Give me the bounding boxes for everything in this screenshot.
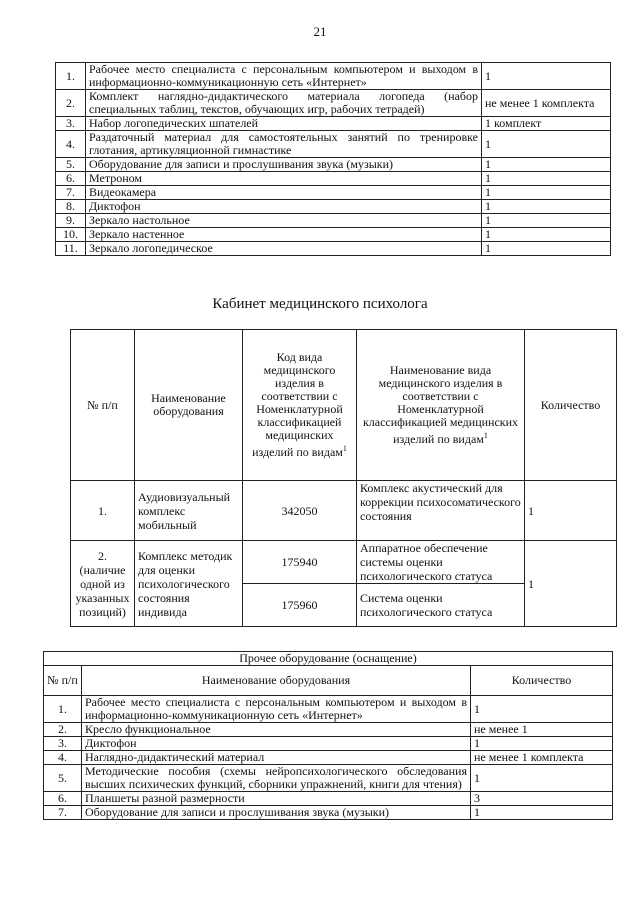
quantity: 1 комплект — [482, 117, 611, 131]
row-number: 2. — [44, 723, 82, 737]
quantity: не менее 1 — [471, 723, 613, 737]
equipment-name: Оборудование для записи и прослушивания звука (музыки) — [82, 806, 471, 820]
equipment-name: Методические пособия (схемы нейропсихологического обследования высших психических функций, сборники упражнений, книги для чтения) — [82, 765, 471, 792]
col-header-name: Наименование оборудования — [82, 666, 471, 696]
table-row — [56, 90, 611, 117]
table-row — [56, 242, 611, 256]
row-number: 5. — [44, 765, 82, 792]
table-row — [44, 696, 613, 723]
row-number: 6. — [56, 172, 86, 186]
equipment-name: Зеркало настенное — [86, 228, 482, 242]
table-row — [56, 131, 611, 158]
row-number: 3. — [56, 117, 86, 131]
equipment-name: Видеокамера — [86, 186, 482, 200]
row-number: 7. — [56, 186, 86, 200]
row-note: (наличие одной из указанных позиций) — [75, 562, 130, 619]
equipment-name: Рабочее место специалиста с персональным компьютером и выходом в информационно-коммуникационную сеть «Интернет» — [86, 63, 482, 90]
equipment-name: Кресло функциональное — [82, 723, 471, 737]
equipment-name: Планшеты разной размерности — [82, 792, 471, 806]
quantity: 1 — [482, 63, 611, 90]
quantity: 1 — [471, 696, 613, 723]
quantity: 1 — [482, 186, 611, 200]
device-code: 175940 — [243, 541, 357, 584]
table-row — [44, 792, 613, 806]
equipment-name: Зеркало логопедическое — [86, 242, 482, 256]
device-type: Система оценки психологического статуса — [357, 584, 525, 627]
table-row — [56, 200, 611, 214]
speech-therapist-equipment-table — [55, 62, 611, 256]
col-header-number: № п/п — [71, 330, 135, 481]
col-header-code: Код вида медицинского изделия в соответствии с Номенклатурной классификацией медицинских изделий по видам$^1$ — [243, 330, 357, 481]
quantity: 1 — [482, 214, 611, 228]
equipment-name: Аудиовизуальный комплекс мобильный — [135, 481, 243, 541]
device-type: Комплекс акустический для коррекции психосоматического состояния — [357, 481, 525, 541]
equipment-name: Набор логопедических шпателей — [86, 117, 482, 131]
col-header-number: № п/п — [44, 666, 82, 696]
table-row — [56, 117, 611, 131]
quantity: 1 — [471, 806, 613, 820]
table-title-row — [44, 652, 613, 666]
equipment-name: Оборудование для записи и прослушивания звука (музыки) — [86, 158, 482, 172]
page-number: 21 — [313, 24, 327, 39]
quantity: 1 — [482, 158, 611, 172]
table-row — [44, 806, 613, 820]
other-equipment-table — [43, 651, 613, 820]
row-number: 6. — [44, 792, 82, 806]
row-number: 9. — [56, 214, 86, 228]
row-number: 5. — [56, 158, 86, 172]
section-title: Кабинет медицинского психолога — [212, 296, 428, 312]
equipment-name: Диктофон — [86, 200, 482, 214]
table-row — [44, 723, 613, 737]
device-type: Аппаратное обеспечение системы оценки психологического статуса — [357, 541, 525, 584]
row-number: 4. — [44, 751, 82, 765]
row-number: 7. — [44, 806, 82, 820]
table-row — [44, 737, 613, 751]
quantity: 1 — [471, 737, 613, 751]
quantity: 1 — [482, 172, 611, 186]
table-title: Прочее оборудование (оснащение) — [44, 652, 613, 666]
row-number: 8. — [56, 200, 86, 214]
equipment-name: Наглядно-дидактический материал — [82, 751, 471, 765]
row-number: 1. — [56, 63, 86, 90]
equipment-name: Диктофон — [82, 737, 471, 751]
quantity: 1 — [482, 242, 611, 256]
table-row — [56, 214, 611, 228]
equipment-name: Комплект наглядно-дидактического материала логопеда (набор специальных таблиц, текстов, обучающих игр, рабочих тетрадей) — [86, 90, 482, 117]
row-number: 2. (наличие одной из указанных позиций) — [71, 541, 135, 627]
table-row — [56, 63, 611, 90]
table-row — [71, 481, 617, 541]
device-code: 342050 — [243, 481, 357, 541]
row-number: 3. — [44, 737, 82, 751]
col-header-name: Наименование оборудования — [135, 330, 243, 481]
table-row — [71, 541, 617, 584]
col-header-type: Наименование вида медицинского изделия в соответствии с Номенклатурной классификацией медицинских изделий по видам$^1$ — [357, 330, 525, 481]
col-header-quantity: Количество — [471, 666, 613, 696]
col-header-quantity: Количество — [525, 330, 617, 481]
row-number: 11. — [56, 242, 86, 256]
equipment-name: Метроном — [86, 172, 482, 186]
table-header-row — [44, 666, 613, 696]
row-number: 10. — [56, 228, 86, 242]
equipment-name: Комплекс методик для оценки психологического состояния индивида — [135, 541, 243, 627]
medical-devices-table — [70, 329, 617, 627]
quantity: 1 — [471, 765, 613, 792]
equipment-name: Раздаточный материал для самостоятельных занятий по тренировке глотания, артикуляционной гимнастике — [86, 131, 482, 158]
quantity: 1 — [525, 541, 617, 627]
quantity: 3 — [471, 792, 613, 806]
table-row — [56, 228, 611, 242]
row-number: 1. — [44, 696, 82, 723]
equipment-name: Зеркало настольное — [86, 214, 482, 228]
device-code: 175960 — [243, 584, 357, 627]
quantity: не менее 1 комплекта — [471, 751, 613, 765]
table-row — [56, 158, 611, 172]
table-header-row — [71, 330, 617, 481]
row-number: 1. — [71, 481, 135, 541]
table-row — [56, 172, 611, 186]
quantity: не менее 1 комплекта — [482, 90, 611, 117]
quantity: 1 — [482, 200, 611, 214]
row-number: 2. — [56, 90, 86, 117]
table-row — [44, 765, 613, 792]
table-row — [56, 186, 611, 200]
quantity: 1 — [482, 131, 611, 158]
quantity: 1 — [482, 228, 611, 242]
quantity: 1 — [525, 481, 617, 541]
equipment-name: Рабочее место специалиста с персональным компьютером и выходом в информационно-коммуникационную сеть «Интернет» — [82, 696, 471, 723]
table-row — [44, 751, 613, 765]
row-number: 4. — [56, 131, 86, 158]
